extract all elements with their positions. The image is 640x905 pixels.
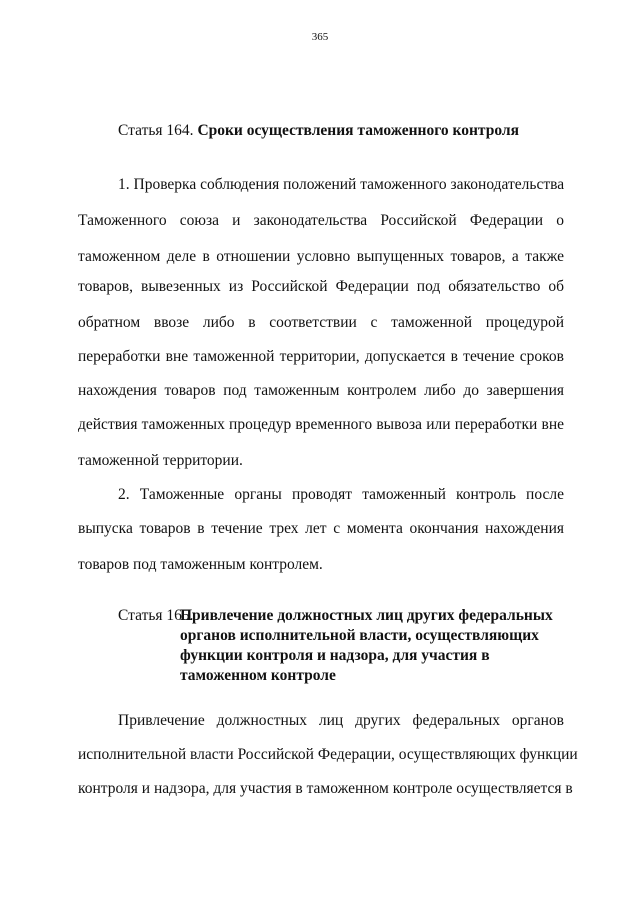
article-165-title (180, 606, 553, 686)
article-164-para1-line: таможенном деле в отношении условно выпущенных товаров, а также (78, 248, 564, 265)
article-164-title: Сроки осуществления таможенного контроля (197, 122, 519, 139)
article-164-para1-line: обратном ввозе либо в соответствии с таможенной процедурой (78, 314, 564, 331)
page-number: 365 (311, 31, 329, 43)
article-164-para2-line: выпуска товаров в течение трех лет с момента окончания нахождения (78, 520, 564, 537)
article-164-para2-line: 2. Таможенные органы проводят таможенный контроль после (118, 486, 564, 503)
article-165-body-line: Привлечение должностных лиц других федеральных органов (118, 712, 564, 729)
article-164-para1-line: переработки вне таможенной территории, допускается в течение сроков (78, 348, 564, 365)
article-165-body-line: контроля и надзора, для участия в таможенном контроле осуществляется в (78, 780, 573, 797)
article-164-para2-line: товаров под таможенным контролем. (78, 556, 323, 573)
article-164-para1-line: таможенной территории. (78, 452, 243, 469)
article-164-para1-line: товаров, вывезенных из Российской Федерации под обязательство об (78, 278, 564, 295)
article-164-para1-line: 1. Проверка соблюдения положений таможенного законодательства (118, 176, 565, 193)
article-165-title-line: Привлечение должностных лиц других федеральных (180, 607, 553, 624)
article-165-title-line: таможенном контроле (180, 667, 336, 684)
article-165-body-line: исполнительной власти Российской Федерации, осуществляющих функции (78, 746, 578, 763)
article-164-para1-line: нахождения товаров под таможенным контролем либо до завершения (78, 382, 564, 399)
article-165-title-line: органов исполнительной власти, осуществляющих (180, 627, 539, 644)
article-164-para1-line: Таможенного союза и законодательства Российской Федерации о (78, 212, 564, 229)
article-164-para1-line: действия таможенных процедур временного вывоза или переработки вне (78, 416, 564, 433)
article-164-heading (118, 121, 519, 141)
article-165-title-line: функции контроля и надзора, для участия в (180, 647, 490, 664)
article-165-prefix: Статья 165. (118, 607, 194, 624)
article-164-prefix: Статья 164. (118, 122, 198, 139)
